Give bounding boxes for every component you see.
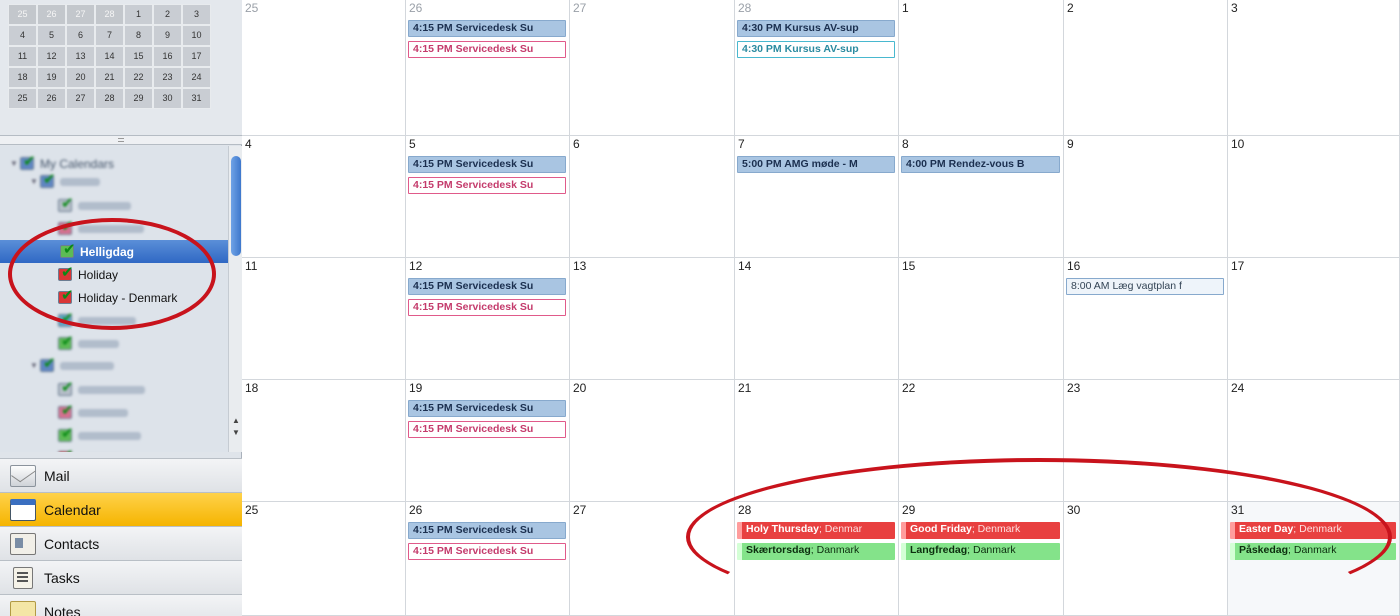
mini-calendar-day[interactable]: 15 <box>124 46 153 67</box>
calendar-event[interactable] <box>737 156 895 173</box>
calendar-event[interactable] <box>408 400 566 417</box>
event-time: 4:15 PM <box>413 301 453 313</box>
disclosure-triangle-icon[interactable]: ▼ <box>10 159 18 168</box>
event-time: 4:30 PM <box>742 22 782 34</box>
day-cell[interactable] <box>570 258 735 380</box>
day-cell[interactable] <box>1228 136 1400 258</box>
calendar-event[interactable] <box>408 156 566 173</box>
day-number: 22 <box>902 381 916 395</box>
day-cell[interactable] <box>1228 380 1400 502</box>
event-title: Læg vagtplan f <box>1112 280 1182 292</box>
day-cell[interactable] <box>735 258 899 380</box>
day-cell[interactable] <box>406 0 570 136</box>
day-cell[interactable] <box>1228 0 1400 136</box>
event-title: Skærtorsdag <box>746 544 811 556</box>
calendar-list-item[interactable] <box>58 378 145 401</box>
day-number: 27 <box>573 1 587 15</box>
calendar-name <box>78 202 131 210</box>
holiday-event[interactable] <box>901 522 1060 539</box>
calendar-checkbox[interactable] <box>20 157 34 170</box>
event-title: Servicedesk Su <box>455 158 534 170</box>
calendar-event[interactable] <box>901 156 1060 173</box>
day-cell[interactable] <box>1228 502 1400 616</box>
mini-calendar-day[interactable]: 24 <box>182 67 211 88</box>
mini-calendar-day[interactable]: 26 <box>37 88 66 109</box>
calendar-list-item[interactable] <box>30 170 100 193</box>
day-cell[interactable] <box>1064 502 1228 616</box>
event-title: Servicedesk Su <box>455 423 534 435</box>
day-cell[interactable] <box>570 380 735 502</box>
calendar-checkbox[interactable] <box>58 337 72 350</box>
event-time: 4:15 PM <box>413 22 453 34</box>
calendar-checkbox[interactable] <box>58 291 72 304</box>
calendar-event[interactable] <box>408 299 566 316</box>
day-number: 26 <box>409 503 423 517</box>
mini-calendar-day[interactable]: 12 <box>37 46 66 67</box>
calendar-name <box>60 362 114 370</box>
day-number: 8 <box>902 137 909 151</box>
day-cell[interactable] <box>1064 258 1228 380</box>
mini-calendar <box>0 0 242 135</box>
mail-icon <box>10 465 36 487</box>
day-cell[interactable] <box>899 258 1064 380</box>
mini-calendar-day[interactable]: 25 <box>8 88 37 109</box>
nav-tasks-label: Tasks <box>44 569 80 586</box>
event-title: Servicedesk Su <box>455 179 534 191</box>
sidebar <box>0 0 242 616</box>
event-title: Påskedag <box>1239 544 1289 556</box>
day-cell[interactable] <box>1064 0 1228 136</box>
nav-mail-label: Mail <box>44 467 70 484</box>
event-time: 8:00 AM <box>1071 280 1110 292</box>
contacts-icon <box>10 533 36 555</box>
event-location: ; Danmark <box>810 544 860 556</box>
calendar-checkbox[interactable] <box>60 245 74 258</box>
day-number: 5 <box>409 137 416 151</box>
day-cell[interactable] <box>735 502 899 616</box>
mini-calendar-day[interactable]: 30 <box>153 88 182 109</box>
day-cell[interactable] <box>242 258 406 380</box>
event-time: 4:30 PM <box>742 43 782 55</box>
day-cell[interactable] <box>899 502 1064 616</box>
day-number: 2 <box>1067 1 1074 15</box>
mini-calendar-day[interactable]: 5 <box>37 25 66 46</box>
day-number: 27 <box>573 503 587 517</box>
calendar-name <box>78 432 141 440</box>
mini-calendar-day[interactable]: 19 <box>37 67 66 88</box>
nav-notes-button[interactable] <box>0 594 242 616</box>
my-calendars-label: My Calendars <box>40 156 115 171</box>
disclosure-triangle-icon[interactable]: ▼ <box>30 177 38 186</box>
mini-calendar-day[interactable]: 16 <box>153 46 182 67</box>
event-time: 4:00 PM <box>906 158 946 170</box>
day-number: 23 <box>1067 381 1081 395</box>
calendar-event[interactable] <box>1066 278 1224 295</box>
calendar-list-item[interactable] <box>58 446 124 452</box>
mini-calendar-day[interactable]: 2 <box>153 4 182 25</box>
calendar-checkbox[interactable] <box>58 314 72 327</box>
day-cell[interactable] <box>899 380 1064 502</box>
scrollbar-thumb[interactable] <box>231 156 241 256</box>
calendar-name <box>78 340 119 348</box>
event-time: 4:15 PM <box>413 402 453 414</box>
day-number: 24 <box>1231 381 1245 395</box>
calendar-list-item[interactable] <box>58 424 141 447</box>
event-title: Servicedesk Su <box>455 43 534 55</box>
day-number: 4 <box>245 137 252 151</box>
day-cell[interactable] <box>406 380 570 502</box>
day-cell[interactable] <box>735 0 899 136</box>
event-title: Servicedesk Su <box>455 22 534 34</box>
day-cell[interactable] <box>1064 380 1228 502</box>
event-time: 4:15 PM <box>413 43 453 55</box>
day-cell[interactable] <box>899 136 1064 258</box>
event-title: Servicedesk Su <box>455 402 534 414</box>
day-number: 17 <box>1231 259 1245 273</box>
holiday-event[interactable] <box>901 543 1060 560</box>
event-title: Servicedesk Su <box>455 545 534 557</box>
nav-calendar-button[interactable] <box>0 492 242 526</box>
calendar-list-item[interactable] <box>58 309 136 332</box>
calendar-name: Helligdag <box>80 244 135 259</box>
day-number: 7 <box>738 137 745 151</box>
mini-calendar-day[interactable]: 23 <box>153 67 182 88</box>
event-location: ; Denmark <box>1293 523 1342 535</box>
day-cell[interactable] <box>1228 258 1400 380</box>
calendar-checkbox[interactable] <box>58 406 72 419</box>
day-cell[interactable] <box>242 502 406 616</box>
event-time: 4:15 PM <box>413 280 453 292</box>
splitter-grip-icon <box>118 138 124 142</box>
calendar-checkbox[interactable] <box>58 199 72 212</box>
day-number: 10 <box>1231 137 1245 151</box>
month-view <box>242 0 1400 616</box>
day-cell[interactable] <box>735 136 899 258</box>
day-cell[interactable] <box>242 0 406 136</box>
mini-calendar-day[interactable]: 25 <box>8 4 37 25</box>
day-number: 15 <box>902 259 916 273</box>
day-number: 28 <box>738 503 752 517</box>
event-title: Rendez-vous B <box>948 158 1025 170</box>
notes-icon <box>10 601 36 616</box>
day-number: 28 <box>738 1 752 15</box>
mini-calendar-day[interactable]: 1 <box>124 4 153 25</box>
mini-calendar-day[interactable]: 6 <box>66 25 95 46</box>
mini-calendar-day[interactable]: 4 <box>8 25 37 46</box>
mini-calendar-day[interactable]: 8 <box>124 25 153 46</box>
calendar-name <box>78 409 128 417</box>
day-cell[interactable] <box>899 0 1064 136</box>
day-cell[interactable] <box>406 258 570 380</box>
day-cell[interactable] <box>570 136 735 258</box>
event-title: Servicedesk Su <box>455 524 534 536</box>
calendar-checkbox[interactable] <box>58 383 72 396</box>
calendar-event[interactable] <box>737 20 895 37</box>
day-number: 6 <box>573 137 580 151</box>
calendar-checkbox[interactable] <box>58 429 72 442</box>
day-number: 9 <box>1067 137 1074 151</box>
scroll-down-icon[interactable]: ▼ <box>232 428 240 437</box>
sidebar-splitter[interactable] <box>0 135 242 145</box>
calendar-checkbox[interactable] <box>58 268 72 281</box>
calendar-list <box>0 146 228 452</box>
day-number: 26 <box>409 1 423 15</box>
event-title: Langfredag <box>910 544 968 556</box>
tasks-icon <box>13 567 33 589</box>
event-time: 4:15 PM <box>413 545 453 557</box>
day-number: 13 <box>573 259 587 273</box>
day-number: 14 <box>738 259 752 273</box>
mini-calendar-day[interactable]: 14 <box>95 46 124 67</box>
calendar-list-item[interactable] <box>58 194 131 217</box>
calendar-list-item[interactable] <box>58 286 177 309</box>
event-location: ; Danmark <box>1288 544 1337 556</box>
calendar-name: Holiday - Denmark <box>78 290 178 305</box>
nav-tasks-button[interactable] <box>0 560 242 594</box>
event-location: ; Danmark <box>967 544 1016 556</box>
calendar-name <box>60 178 100 186</box>
calendar-event[interactable] <box>408 278 566 295</box>
mini-calendar-day[interactable]: 7 <box>95 25 124 46</box>
nav-calendar-label: Calendar <box>44 501 101 518</box>
disclosure-triangle-icon[interactable]: ▼ <box>30 361 38 370</box>
mini-calendar-day[interactable]: 22 <box>124 67 153 88</box>
calendar-checkbox[interactable] <box>40 175 54 188</box>
mini-calendar-day[interactable]: 27 <box>66 88 95 109</box>
day-cell[interactable] <box>570 502 735 616</box>
holiday-event[interactable] <box>1230 522 1396 539</box>
day-number: 20 <box>573 381 587 395</box>
mini-calendar-day[interactable]: 9 <box>153 25 182 46</box>
day-number: 12 <box>409 259 423 273</box>
calendar-event[interactable] <box>408 20 566 37</box>
mini-calendar-day[interactable]: 20 <box>66 67 95 88</box>
nav-contacts-button[interactable] <box>0 526 242 560</box>
mini-calendar-day[interactable]: 29 <box>124 88 153 109</box>
event-location: ; Denmark <box>971 523 1021 535</box>
day-number: 31 <box>1231 503 1245 517</box>
event-time: 5:00 PM <box>742 158 782 170</box>
calendar-list-scrollbar[interactable] <box>228 146 242 452</box>
mini-calendar-day[interactable]: 28 <box>95 88 124 109</box>
day-cell[interactable] <box>242 380 406 502</box>
day-number: 19 <box>409 381 423 395</box>
day-number: 21 <box>738 381 752 395</box>
event-title: AMG møde - M <box>784 158 858 170</box>
mini-calendar-day[interactable]: 18 <box>8 67 37 88</box>
holiday-event[interactable] <box>737 543 895 560</box>
day-number: 11 <box>245 259 258 273</box>
day-cell[interactable] <box>735 380 899 502</box>
calendar-event[interactable] <box>408 41 566 58</box>
calendar-checkbox[interactable] <box>58 451 72 452</box>
day-number: 29 <box>902 503 916 517</box>
calendar-event[interactable] <box>408 543 566 560</box>
mini-calendar-day[interactable]: 11 <box>8 46 37 67</box>
calendar-event[interactable] <box>408 177 566 194</box>
mini-calendar-day[interactable]: 21 <box>95 67 124 88</box>
mini-calendar-day[interactable]: 17 <box>182 46 211 67</box>
calendar-icon <box>10 499 36 521</box>
event-time: 4:15 PM <box>413 158 453 170</box>
event-title: Good Friday <box>910 523 972 535</box>
day-cell[interactable] <box>406 136 570 258</box>
mini-calendar-day[interactable]: 27 <box>66 4 95 25</box>
calendar-list-item[interactable] <box>58 401 128 424</box>
event-time: 4:15 PM <box>413 179 453 191</box>
calendar-list-item[interactable] <box>0 240 228 263</box>
mini-calendar-grid <box>8 4 211 109</box>
event-title: Kursus AV-sup <box>784 43 859 55</box>
holiday-event[interactable] <box>1230 543 1396 560</box>
day-cell[interactable] <box>1064 136 1228 258</box>
calendar-name <box>78 386 145 394</box>
mini-calendar-day[interactable]: 31 <box>182 88 211 109</box>
event-title: Easter Day <box>1239 523 1294 535</box>
nav-contacts-label: Contacts <box>44 535 100 552</box>
day-cell[interactable] <box>406 502 570 616</box>
calendar-event[interactable] <box>408 421 566 438</box>
calendar-name <box>78 317 136 325</box>
calendar-list-item[interactable] <box>58 217 144 240</box>
day-number: 3 <box>1231 1 1238 15</box>
event-title: Servicedesk Su <box>455 301 534 313</box>
day-number: 16 <box>1067 259 1081 273</box>
mini-calendar-day[interactable]: 3 <box>182 4 211 25</box>
calendar-checkbox[interactable] <box>40 359 54 372</box>
event-title: Holy Thursday <box>746 523 819 535</box>
calendar-event[interactable] <box>737 41 895 58</box>
calendar-list-item[interactable] <box>58 263 118 286</box>
calendar-list-item[interactable] <box>58 332 119 355</box>
calendar-event[interactable] <box>408 522 566 539</box>
mini-calendar-day[interactable]: 26 <box>37 4 66 25</box>
event-title: Kursus AV-sup <box>784 22 859 34</box>
calendar-checkbox[interactable] <box>58 222 72 235</box>
event-title: Servicedesk Su <box>455 280 534 292</box>
day-number: 18 <box>245 381 259 395</box>
mini-calendar-day[interactable]: 13 <box>66 46 95 67</box>
holiday-event[interactable] <box>737 522 895 539</box>
event-location: ; Denmar <box>818 523 863 535</box>
day-number: 25 <box>245 503 259 517</box>
calendar-name: Holiday <box>78 267 119 282</box>
nav-notes-label: Notes <box>44 603 81 616</box>
day-number: 30 <box>1067 503 1081 517</box>
day-cell[interactable] <box>242 136 406 258</box>
scroll-up-icon[interactable]: ▲ <box>232 416 240 425</box>
mini-calendar-day[interactable]: 10 <box>182 25 211 46</box>
nav-mail-button[interactable] <box>0 458 242 492</box>
event-time: 4:15 PM <box>413 423 453 435</box>
day-number: 25 <box>245 1 259 15</box>
mini-calendar-day[interactable]: 28 <box>95 4 124 25</box>
day-cell[interactable] <box>570 0 735 136</box>
calendar-name <box>78 225 144 233</box>
event-time: 4:15 PM <box>413 524 453 536</box>
navigation-pane <box>0 458 242 616</box>
calendar-list-item[interactable] <box>30 354 114 377</box>
day-number: 1 <box>902 1 909 15</box>
